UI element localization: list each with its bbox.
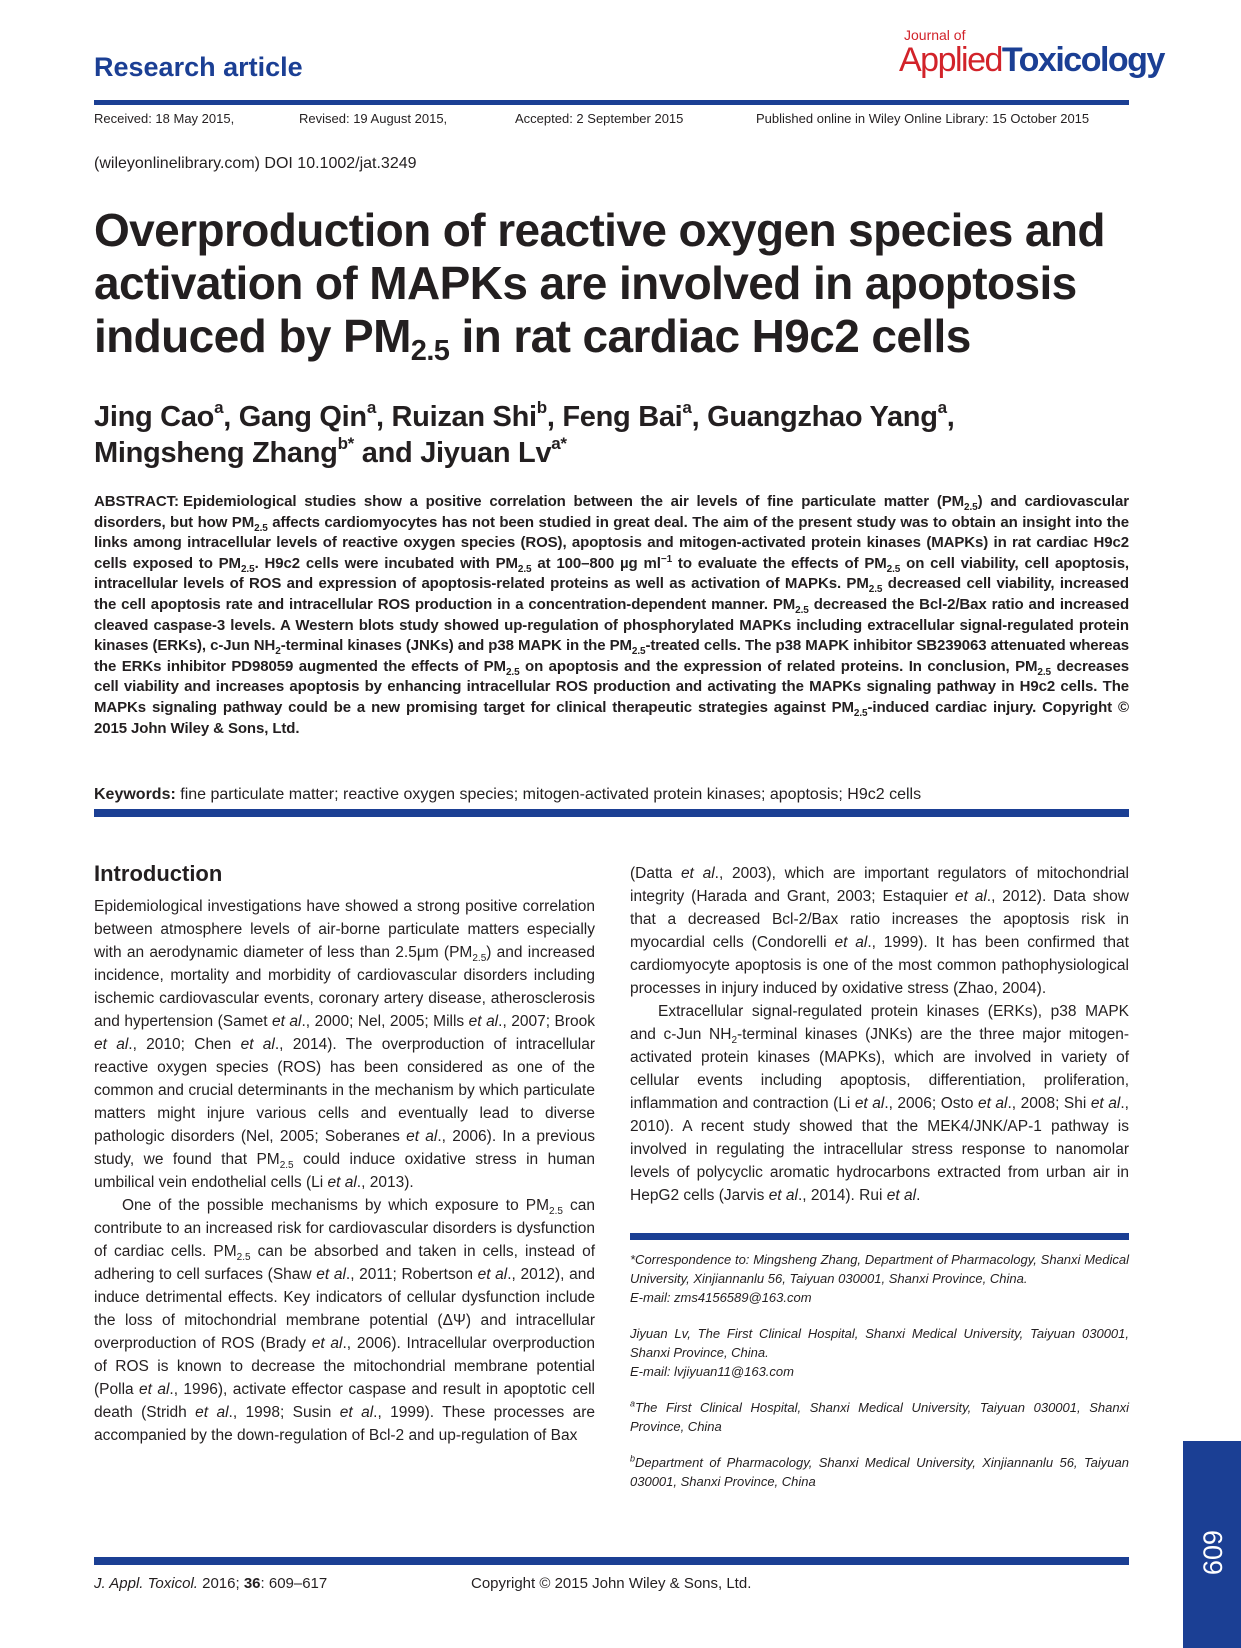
author-affiliation: a [366,398,376,417]
author-name: Feng Bai [562,401,683,433]
keywords-label: Keywords: [94,786,176,803]
author-name: Mingsheng Zhang [94,437,338,469]
paragraph: One of the possible mechanisms by which exposure to $PM_{2.5}$ can contribute to an increased risk for cardiovascular disorders is dysfunction of cardiac cells. $PM_{2.5}$ can be absorbed and taken in cells, instead of adhering to cell surfaces (Shaw et al., 2011; Robertson et al., 2012), and induce detrimental effects. Key indicators of cellular dysfunction include the loss of mitochondrial membrane potential (ΔΨ) and intracellular overproduction of ROS (Brady et al., 2006). Intracellular overproduction of ROS is known to decrease the mitochondrial membrane potential (Polla et al., 1996), activate effector caspase and result in apoptotic cell death (Stridh et al., 1998; Susin et al., 1999). These processes are accompanied by the down-regulation of Bcl-2 and up-regulation of Bax [94,1197,595,1444]
author-name: Gang Qin [238,401,367,433]
author-name: Guangzhao Yang [707,401,938,433]
citation-volume: 36 [243,1575,261,1592]
doi-line: (wileyonlinelibrary.com) DOI 10.1002/jat.3249 [94,155,417,172]
title-line-3-pre: induced by PM [94,310,411,362]
keywords-list: fine particulate matter; reactive oxygen species; mitogen-activated protein kinases; apoptosis; H9c2 cells [180,786,922,803]
article-title [94,204,1134,378]
title-line-3-post: in rat cardiac H9c2 cells [449,310,971,362]
second-author-text: Jiyuan Lv, The First Clinical Hospital, Shanxi Medical University, Taiyuan 030001, Shanxi Province, China. [630,1326,1129,1360]
author-name: Ruizan Shi [391,401,537,433]
section-label: Research article [94,52,303,82]
logo-toxicology: Toxicology [1001,41,1164,79]
intro-heading: Introduction [94,861,223,886]
abstract-label: ABSTRACT: [94,493,179,510]
affiliation-b-text: Department of Pharmacology, Shanxi Medical University, Xinjiannanlu 56, Taiyuan 030001, Shanxi Province, China [630,1455,1129,1489]
journal-logo [899,27,1164,87]
revised-date: Revised: 19 August 2015, [299,111,448,126]
paragraph: (Datta et al., 2003), which are important regulators of mitochondrial integrity (Harada and Grant, 2003; Estaquier et al., 2012). Data show that a decreased Bcl-2/Bax ratio increases the apoptosis risk in myocardial cells (Condorelli et al., 1999). It has been confirmed that cardiomyocyte apoptosis is one of the most common pathophysiological processes in injury induced by oxidative stress (Zhao, 2004). [630,865,1129,997]
footer-copyright: Copyright © 2015 John Wiley & Sons, Ltd. [471,1575,752,1592]
affiliation-a-label: a [630,1398,636,1409]
body-column-right [630,862,1129,1207]
accepted-date: Accepted: 2 September 2015 [515,111,684,126]
author-name: Jing Cao [94,401,215,433]
header-rule [94,100,1129,105]
affiliation-b [630,1453,1129,1491]
footnote-rule [630,1233,1129,1240]
citation-journal: J. Appl. Toxicol. [94,1575,198,1592]
author-name: Jiyuan Lv [420,437,552,469]
logo-applied: Applied [899,41,1002,79]
abstract-rule [94,809,1129,817]
correspondence-text: *Correspondence to: Mingsheng Zhang, Department of Pharmacology, Shanxi Medical University, Xinjiannanlu 56, Taiyuan 030001, Shanxi Province, China. [630,1252,1129,1286]
title-line-1: Overproduction of reactive oxygen species and [94,204,1105,256]
title-subscript: 2.5 [410,335,450,367]
citation-pages: : 609–617 [260,1575,328,1592]
author-affiliation: a [214,398,224,417]
received-date: Received: 18 May 2015, [94,111,235,126]
body-column-left [94,895,595,1447]
author-affiliation: a* [551,434,567,453]
logo-wordmark [899,41,1164,80]
abstract: ABSTRACT: Epidemiological studies show a positive correlation between the air levels of fine particulate matter $(PM_{2.5})$ and cardiovascular disorders, but how $PM_{2.5}$ affects cardiomyocytes has not been studied in great deal. The aim of the present study was to obtain an insight into the links among intracellular levels of reactive oxygen species (ROS), apoptosis and mitogen-activated protein kinases (MAPKs) in rat cardiac H9c2 cells exposed to $PM_{2.5}$. H9c2 cells were incubated with $PM_{2.5}$ at 100–800 µg $ml^{-1}$ to evaluate the effects of $PM_{2.5}$ on cell viability, cell apoptosis, intracellular levels of ROS and expression of apoptosis-related proteins as well as activation of MAPKs. $PM_{2.5}$ decreased cell viability, increased the cell apoptosis rate and intracellular ROS production in a concentration-dependent manner. $PM_{2.5}$ decreased the Bcl-2/Bax ratio and increased cleaved caspase-3 levels. A Western blots study showed up-regulation of phosphorylated MAPKs including extracellular signal-regulated protein kinases (ERKs), c-Jun $NH_2$-terminal kinases (JNKs) and p38 MAPK in the $PM_{2.5}$-treated cells. The p38 MAPK inhibitor SB239063 attenuated whereas the ERKs inhibitor PD98059 augmented the effects of $PM_{2.5}$ on apoptosis and the expression of related proteins. In conclusion, $PM_{2.5}$ decreases cell viability and increases apoptosis by enhancing intracellular ROS production and activating the MAPKs signaling pathway in H9c2 cells. The MAPKs signaling pathway could be a new promising target for clinical therapeutic strategies against $PM_{2.5}$-induced cardiac injury. Copyright © 2015 John Wiley & Sons, Ltd. [94,493,1130,737]
author-affiliation: b [536,398,547,417]
page-number: 609 [1197,1529,1228,1576]
affiliation-a-text: The First Clinical Hospital, Shanxi Medical University, Taiyuan 030001, Shanxi Province, China [630,1400,1129,1434]
title-line-2: activation of MAPKs are involved in apoptosis [94,257,1077,309]
paragraph: Epidemiological investigations have showed a strong positive correlation between atmosphere levels of air-borne particulate matters especially with an aerodynamic diameter of less than 2.5μm $(PM_{2.5})$ and increased incidence, mortality and morbidity of cardiovascular disorders including ischemic cardiovascular events, coronary artery disease, atherosclerosis and hypertension (Samet et al., 2000; Nel, 2005; Mills et al., 2007; Brook et al., 2010; Chen et al., 2014). The overproduction of intracellular reactive oxygen species (ROS) has been considered as one of the common and crucial determinants in the mechanism by which particulate matters might injure various cells and eventually lead to diverse pathologic disorders (Nel, 2005; Soberanes et al., 2006). In a previous study, we found that $PM_{2.5}$ could induce oxidative stress in human umbilical vein endothelial cells (Li et al., 2013). [94,898,596,1191]
second-author-note [630,1324,1129,1381]
page-number-tab [1183,1441,1241,1648]
author-affiliation: b* [337,434,354,453]
author-list: Jing Cao$^a$, Gang Qin$^a$, Ruizan Shi$^b$, Feng Bai$^a$, Guangzhao Yang$^a$, Mingsheng Zhang$^{b*}$ and Jiyuan $Lv^{a*}$ [94,398,955,469]
author-affiliation: a [937,398,947,417]
published-date: Published online in Wiley Online Library: 15 October 2015 [756,111,1090,126]
paragraph: Extracellular signal-regulated protein kinases (ERKs), p38 MAPK and c-Jun $NH_2$-terminal kinases (JNKs) are the three major mitogen-activated protein kinases (MAPKs), which are involved in variety of cellular events including apoptosis, differentiation, proliferation, inflammation and contraction (Li et al., 2006; Osto et al., 2008; Shi et al., 2010). A recent study showed that the MEK4/JNK/AP-1 pathway is involved in regulating the intracellular stress response to nanomolar levels of polycyclic aromatic hydrocarbons extracted from urban air in HepG2 cells (Jarvis et al., 2014). Rui et al. [630,1003,1130,1204]
correspondence-email: E-mail: zms4156589@163.com [630,1290,812,1305]
footer-rule [94,1557,1129,1565]
second-author-email: E-mail: lvjiyuan11@163.com [630,1364,794,1379]
author-affiliation: a [682,398,692,417]
authors-and: and [361,437,413,469]
affiliation-b-label: b [630,1453,636,1464]
correspondence-note [630,1250,1129,1307]
keywords [94,786,921,804]
affiliation-a [630,1398,1129,1436]
logo-journal-of: Journal of [904,27,966,43]
citation [94,1575,327,1592]
citation-year: 2016; [197,1575,244,1592]
footnotes [630,1250,1129,1508]
